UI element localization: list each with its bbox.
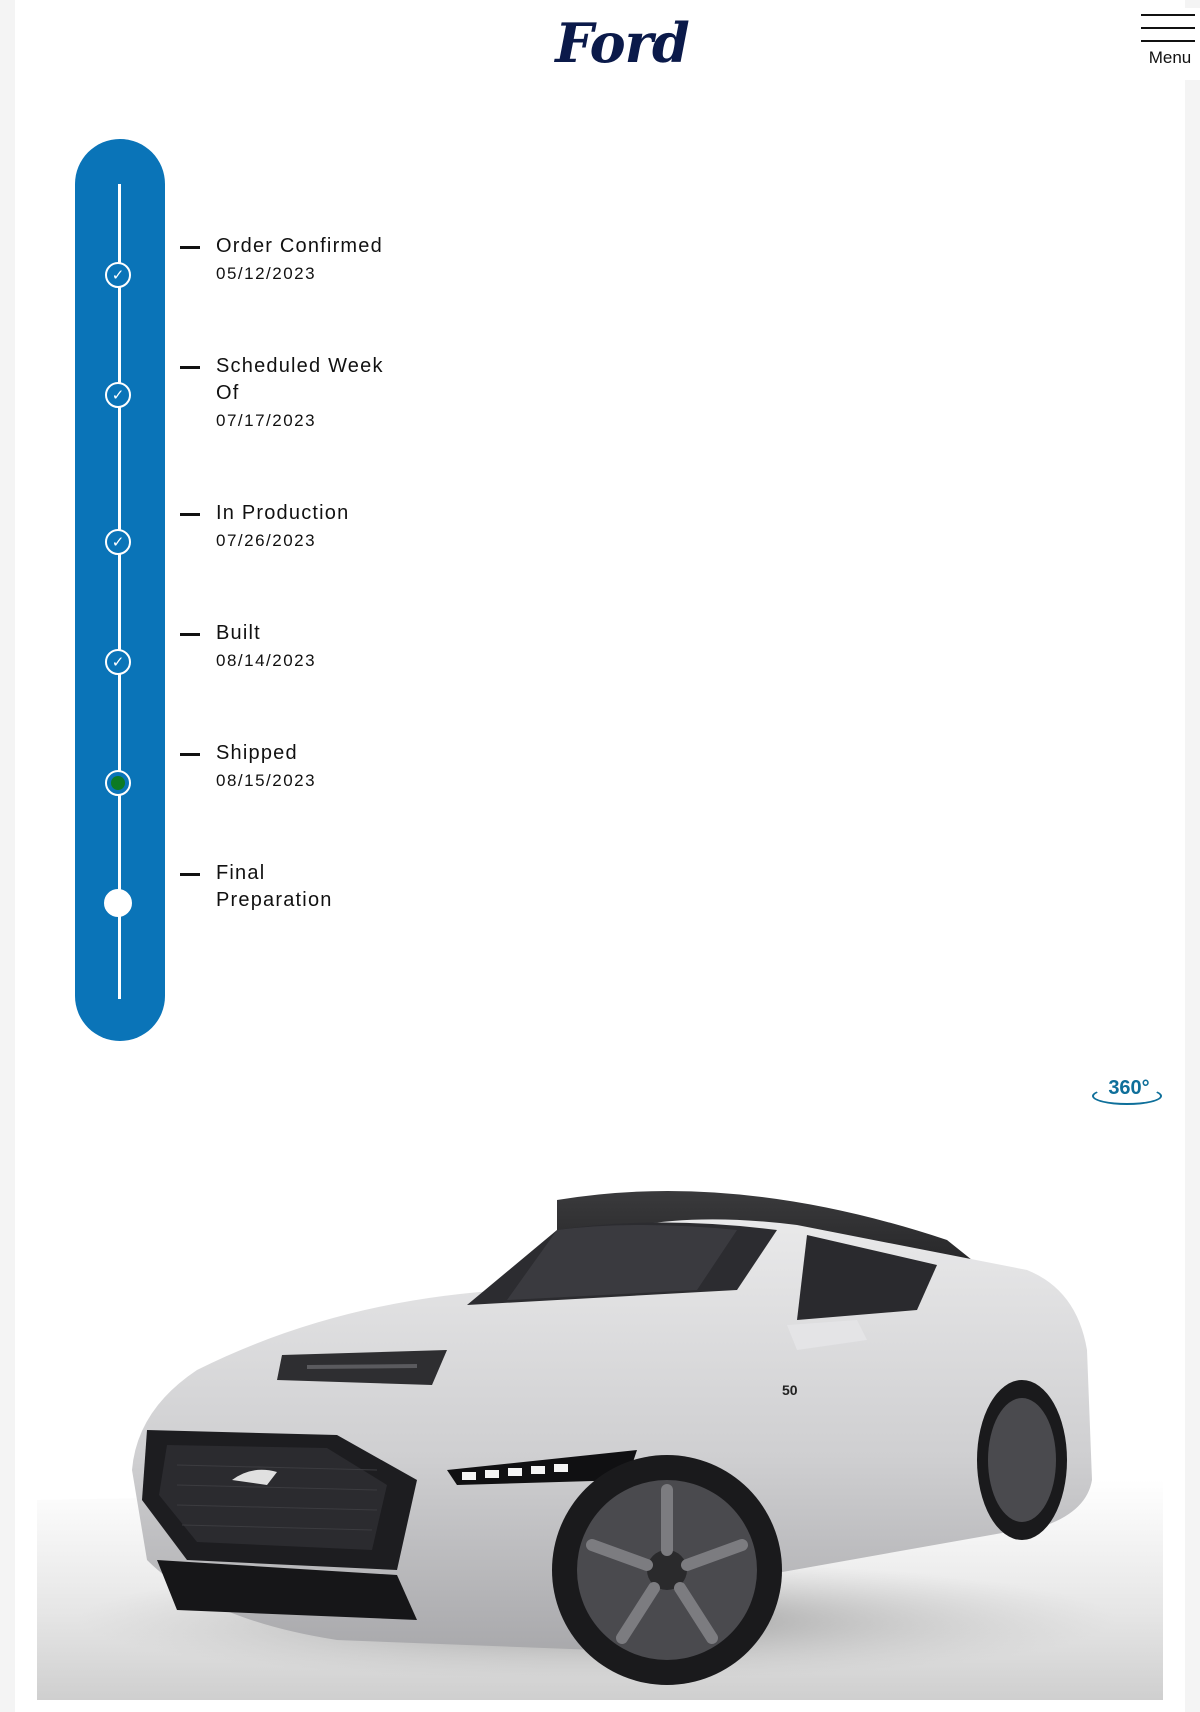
step-date: 05/12/2023: [216, 264, 317, 283]
check-icon: ✓: [105, 529, 131, 555]
step-title: Scheduled Week Of 07/17/2023: [216, 353, 396, 434]
step-title: Final Preparation: [216, 862, 333, 911]
step-title: Built 08/14/2023: [216, 620, 426, 674]
step-date: 08/14/2023: [216, 651, 317, 670]
step-date: 07/17/2023: [216, 411, 317, 430]
order-tracking-page: [15, 0, 1192, 1712]
step-dash: [180, 513, 200, 516]
step-title: Shipped 08/15/2023: [216, 740, 426, 794]
tracker-line: [118, 184, 121, 999]
step-title: In Production 07/26/2023: [216, 500, 426, 554]
mustang-convertible-image: [37, 1180, 1163, 1700]
pending-dot-icon: [104, 889, 132, 917]
step-dash: [180, 633, 200, 636]
check-icon: ✓: [105, 262, 131, 288]
menu-label: Menu: [1148, 48, 1192, 67]
ford-logo[interactable]: Ford: [555, 11, 689, 75]
view-360-button[interactable]: [1090, 1077, 1168, 1111]
menu-button[interactable]: [1135, 8, 1200, 80]
check-icon: ✓: [105, 649, 131, 675]
svg-text:50: 50: [782, 1382, 798, 1398]
step-dash: [180, 873, 200, 876]
view-360-label: 360°: [1108, 1077, 1150, 1099]
step-date: 07/26/2023: [216, 531, 317, 550]
step-date: 08/15/2023: [216, 771, 317, 790]
step-dash: [180, 246, 200, 249]
check-icon: ✓: [105, 382, 131, 408]
step-dash: [180, 753, 200, 756]
step-title: Order Confirmed 05/12/2023: [216, 233, 426, 287]
hamburger-icon: [1141, 14, 1195, 44]
header: [15, 0, 1192, 90]
order-progress-tracker: [75, 139, 165, 1041]
step-dash: [180, 366, 200, 369]
current-dot-icon: [105, 770, 131, 796]
vehicle-image: [37, 1180, 1163, 1700]
